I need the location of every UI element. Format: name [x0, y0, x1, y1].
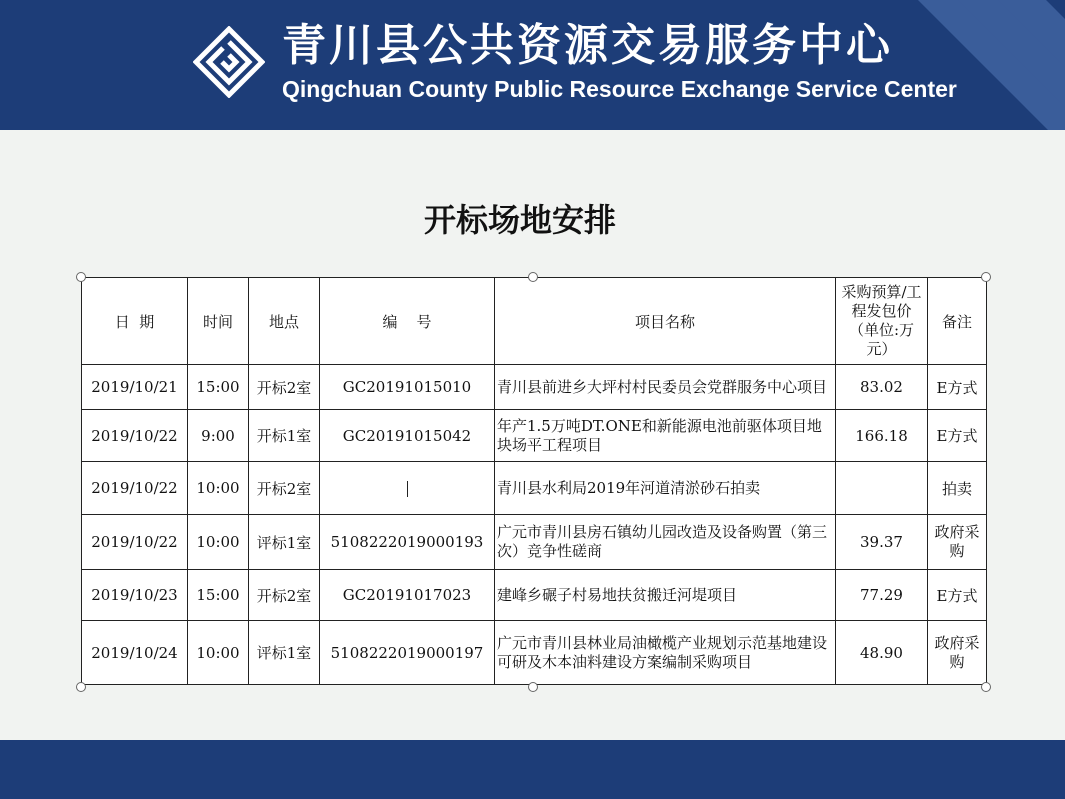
table-row [82, 365, 987, 410]
cell-place: 开标1室 [249, 410, 320, 462]
cell-note: E方式 [928, 570, 987, 621]
cell-time: 9:00 [188, 410, 249, 462]
cell-date: 2019/10/23 [82, 570, 188, 621]
cell-note: 政府采购 [928, 515, 987, 570]
header-project: 项目名称 [495, 278, 836, 365]
cell-project: 广元市青川县林业局油橄榄产业规划示范基地建设可研及木本油料建设方案编制采购项目 [495, 621, 836, 685]
resize-handle-bottom-right[interactable] [981, 682, 991, 692]
page-title: 开标场地安排 [423, 201, 616, 239]
schedule-table-wrap [81, 277, 987, 685]
cell-time: 10:00 [188, 621, 249, 685]
cell-budget: 77.29 [836, 570, 928, 621]
cell-budget: 39.37 [836, 515, 928, 570]
table-row [82, 570, 987, 621]
cell-time: 15:00 [188, 365, 249, 410]
cell-code-editing[interactable] [320, 462, 495, 515]
resize-handle-top-center[interactable] [528, 272, 538, 282]
cell-time: 10:00 [188, 462, 249, 515]
text-cursor [407, 481, 408, 497]
header-date: 日 期 [82, 278, 188, 365]
cell-budget [836, 462, 928, 515]
cell-place: 开标2室 [249, 462, 320, 515]
header-banner [0, 0, 1065, 130]
table-row [82, 410, 987, 462]
cell-time: 10:00 [188, 515, 249, 570]
cell-place: 评标1室 [249, 515, 320, 570]
header-place: 地点 [249, 278, 320, 365]
header-code: 编 号 [320, 278, 495, 365]
cell-place: 开标2室 [249, 570, 320, 621]
cell-code: 5108222019000193 [320, 515, 495, 570]
header-budget: 采购预算/工程发包价（单位:万元） [836, 278, 928, 365]
cell-note: E方式 [928, 410, 987, 462]
table-row [82, 621, 987, 685]
resize-handle-bottom-left[interactable] [76, 682, 86, 692]
cell-budget: 166.18 [836, 410, 928, 462]
cell-project: 青川县水利局2019年河道清淤砂石拍卖 [495, 462, 836, 515]
cell-date: 2019/10/22 [82, 515, 188, 570]
cell-place: 开标2室 [249, 365, 320, 410]
footer-band [0, 740, 1065, 799]
cell-time: 15:00 [188, 570, 249, 621]
cell-project: 年产1.5万吨DT.ONE和新能源电池前驱体项目地块场平工程项目 [495, 410, 836, 462]
table-row [82, 462, 987, 515]
header-note: 备注 [928, 278, 987, 365]
cell-budget: 83.02 [836, 365, 928, 410]
cell-code: GC20191015010 [320, 365, 495, 410]
cell-note: E方式 [928, 365, 987, 410]
cell-project: 青川县前进乡大坪村村民委员会党群服务中心项目 [495, 365, 836, 410]
table-row [82, 515, 987, 570]
table-header-row [82, 278, 987, 365]
cell-date: 2019/10/22 [82, 462, 188, 515]
cell-code: 5108222019000197 [320, 621, 495, 685]
resize-handle-bottom-center[interactable] [528, 682, 538, 692]
cell-code: GC20191015042 [320, 410, 495, 462]
org-name-en: Qingchuan County Public Resource Exchange Service Center [282, 76, 957, 102]
resize-handle-top-right[interactable] [981, 272, 991, 282]
header-time: 时间 [188, 278, 249, 365]
cell-project: 建峰乡碾子村易地扶贫搬迁河堤项目 [495, 570, 836, 621]
cell-date: 2019/10/24 [82, 621, 188, 685]
cell-place: 评标1室 [249, 621, 320, 685]
cell-note: 政府采购 [928, 621, 987, 685]
cell-note: 拍卖 [928, 462, 987, 515]
schedule-table [81, 277, 987, 685]
cell-project: 广元市青川县房石镇幼儿园改造及设备购置（第三次）竞争性磋商 [495, 515, 836, 570]
cell-code: GC20191017023 [320, 570, 495, 621]
diamond-logo-icon [193, 26, 265, 98]
org-name-cn: 青川县公共资源交易服务中心 [282, 20, 893, 71]
cell-budget: 48.90 [836, 621, 928, 685]
resize-handle-top-left[interactable] [76, 272, 86, 282]
cell-date: 2019/10/22 [82, 410, 188, 462]
cell-date: 2019/10/21 [82, 365, 188, 410]
